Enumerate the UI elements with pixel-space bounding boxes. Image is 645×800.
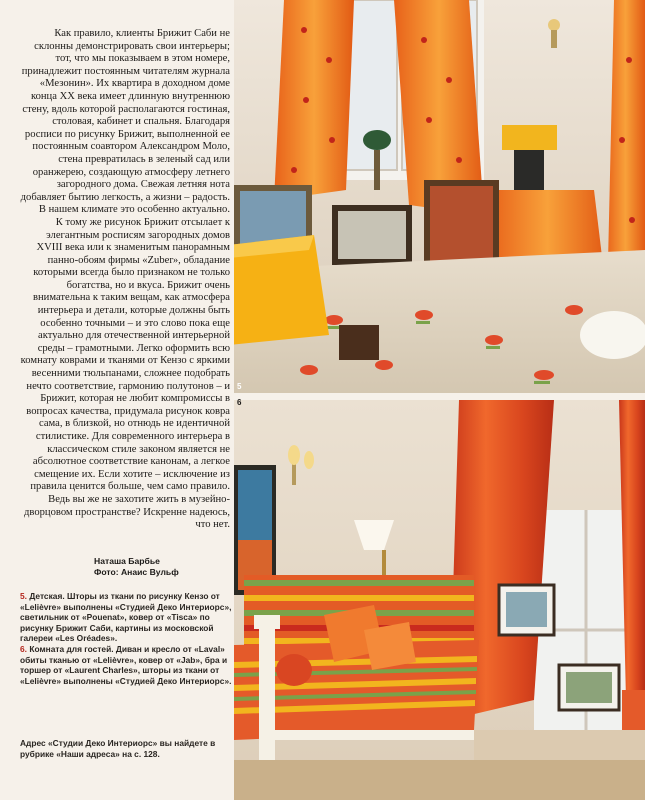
caption-5: [20, 591, 234, 644]
caption-5-text: Детская. Шторы из ткани по рисунку Кензо от «Lelièvre» выполнены «Студией Деко Интериорс», светильник от «Pouenat», ковер от «Tisca» по рисунку Брижит Саби, картины из московской галереи «Les Oréades».: [20, 591, 232, 644]
article-paragraph-1: Как правило, клиенты Брижит Саби не склонны демонстрировать свои интерьеры; тот, что мы показываем в этом номере, принадлежит постоянным читателям журнала «Мезонин». Их квартира в доходном доме конца XX века имеет длинную внутреннюю стену, вдоль которой располагаются гостиная, столовая, кабинет и спальня. Благодаря росписи по рисунку Брижит, выполненной ее постоянным соавтором Александром Моло, стена превратилась в зеленый сад или оранжерею, создающую атмосферу летнего загородного дома. Свежая летняя нота добавляет бытию легкость, а жизни – радость. В нашем климате это особенно актуально.: [20, 28, 230, 216]
caption-6-text: Комната для гостей. Диван и кресло от «Laval» обиты тканью от «Lelièvre», ковер от «Jab», бра и торшер от «Laurent Charles», шторы из ткани от «Lelièvre» выполнены «Студией Деко Интериорс».: [20, 643, 232, 686]
photo-captions: [20, 591, 234, 686]
photo-6-number: 6: [237, 398, 242, 407]
article-body: [20, 28, 230, 532]
photo-guest-room: [234, 400, 645, 800]
address-text: Адрес «Студии Деко Интериорс» вы найдете в рубрике «Наши адреса» на с. 128.: [20, 738, 216, 759]
caption-5-number: 5.: [20, 591, 27, 601]
photo-credit: Фото: Анаис Вульф: [94, 567, 179, 577]
article-paragraph-2: К тому же рисунок Брижит отсылает к элегантным росписям загородных домов XVIII века или к знаменитым панорамным панно-обоям фирмы «Zuber», обладание которыми всегда было признаком не только богатства, но и вкуса. Брижит очень внимательна к таким вещам, как атмосфера интерьера и детали, которые должны быть особенно точными – и это слово пока еще актуально для отечественной интерьерной среды – грамотными. Легко оформить всю комнату коврами и тканями от Кензо с яркими весенними тюльпанами, сложнее подобрать нечто соответствие, гармонию полутонов – и Брижит, которая не любит компромиссы в вопросах качества, придумала рисунок ковра сама, в близкой, но отнюдь не идентичной стилистике. Для современного интерьера в классическом стиле законом является не абсолютное соответствие канонам, а легкое смещение их. Если хотите – исключение из правила ценится больше, чем само правило. Ведь вы же не захотите жить в музейно-дворцовом пространстве? Искренне надеюсь, что нет.: [20, 216, 230, 531]
photo-children-room: [234, 0, 645, 393]
author-name: Наташа Барбье: [94, 556, 160, 566]
address-note: [20, 738, 234, 759]
article-credits: [94, 556, 234, 578]
caption-6: [20, 644, 234, 686]
caption-6-number: 6.: [20, 643, 27, 654]
photo-5-number: 5: [237, 382, 242, 391]
